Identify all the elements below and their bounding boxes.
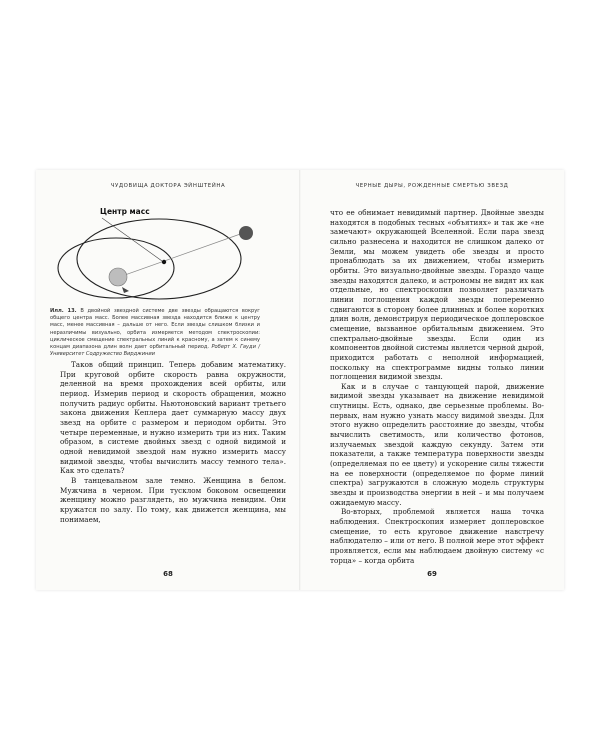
binary-star-diagram	[54, 200, 254, 300]
paragraph: что ее обнимает невидимый партнер. Двойные звезды находятся в подобных тесных «объятиях» и так же «не замечают» окружающей Вселенной. Если пара звезд сильно разнесена и находится не слишком далеко от Земли, мы можем увидеть обе звезды и просто пронаблюдать за их движением, чтобы измерить орбиты. Это визуально-двойные звезды. Гораздо чаще звезды находятся далеко, и астрономы не видят их как отдельные, но спектроскопия позволяет различать линии поглощения каждой звезды попеременно сдвигаются в сторону более длинных и более коротких длин волн, демонстрируя периодическое доплеровское смещение, вызванное орбитальным движением. Это спектрально-двойные звезды. Если один из компонентов двойной системы является черной дырой, приходится работать с неполной информацией, поскольку на спектрограмме видны только линии поглощения видимой звезды.	[330, 208, 544, 382]
caption-credit: Роберт Х. Гауди / Университет Содружество Вирджинии	[50, 344, 261, 358]
caption-label: Илл. 13.	[50, 308, 77, 314]
figure-caption	[50, 308, 260, 358]
left-page	[36, 170, 300, 590]
large-star	[109, 268, 127, 286]
left-body-text	[60, 360, 286, 524]
left-page-number: 68	[163, 570, 173, 578]
book-spread	[36, 170, 564, 590]
left-running-head: ЧУДОВИЩА ДОКТОРА ЭЙНШТЕЙНА	[110, 183, 226, 189]
caption-text: В двойной звездной системе две звезды обращаются вокруг общего центра масс. Более массивная звезда находится ближе к центру масс, менее массивная – дальше от него. Если звезды слишком близки и неразличимы визуально, орбита измеряется методом спектроскопии: циклическое смещение спектральных линий к красному, а затем к синему концам диапазона длин волн дает орбитальный период.	[50, 308, 260, 351]
center-of-mass-label: Центр масс	[100, 207, 150, 216]
right-page	[300, 170, 564, 590]
paragraph: В танцевальном зале темно. Женщина в белом. Мужчина в черном. При тусклом боковом освещении женщину можно разглядеть, но мужчина невидим. Они кружатся по залу. По тому, как движется женщина, мы понимаем,	[60, 475, 286, 524]
paragraph: Таков общий принцип. Теперь добавим математику. При круговой орбите скорость равна окружности, деленной на время прохождения всей орбиты, или период. Измерив период и скорость обращения, можно получить радиус орбиты. Ньютоновский вариант третьего закона движения Кеплера дает суммарную массу двух звезд на орбите с размером и периодом орбиты. Это четыре переменные, и нужно измерить три из них. Таким образом, в системе двойных звезд с одной видимой и одной невидимой звездой нам нужно измерить массу видимой звезды, чтобы вычислить массу темного тела». Как это сделать?	[60, 360, 286, 476]
right-running-head: ЧЕРНЫЕ ДЫРЫ, РОЖДЕННЫЕ СМЕРТЬЮ ЗВЕЗД	[355, 183, 509, 189]
center-of-mass-leader	[102, 218, 162, 261]
paragraph: Во-вторых, проблемой является наша точка наблюдения. Спектроскопия измеряет доплеровское смещение, то есть круговое движение навстречу наблюдателю – или от него. В полной мере этот эффект проявляется, если мы наблюдаем двойную систему «с торца» – когда орбита	[330, 507, 544, 565]
paragraph: Как и в случае с танцующей парой, движение видимой звезды указывает на движение невидимой спутницы. Есть, однако, две серьезные проблемы. Во-первых, нам нужно узнать массу видимой звезды. Для этого нужно определить расстояние до звезды, чтобы вычислить светимость, или количество фотонов, излучаемых звездой каждую секунду. Затем эти показатели, а также температура поверхности звезды (определяемая по ее цвету) и ускорение силы тяжести на ее поверхности (определяемое по форме линий спектра) загружаются в сложную модель структуры звезды и производства энергии в ней – и мы получаем ожидаемую массу.	[330, 381, 544, 507]
star-motion-arrow	[122, 287, 129, 293]
center-of-mass-dot	[162, 260, 166, 264]
connecting-line	[122, 232, 246, 276]
right-body-text	[330, 208, 544, 565]
right-page-number: 69	[427, 570, 437, 578]
small-star	[239, 226, 253, 240]
